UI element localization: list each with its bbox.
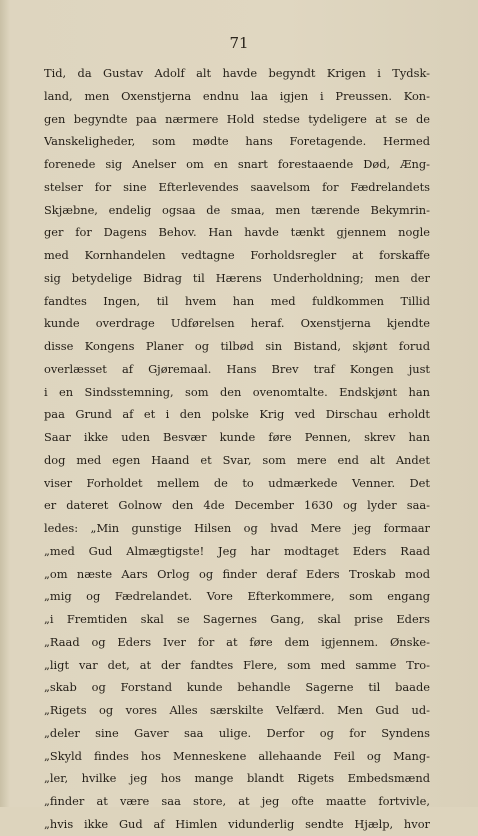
- text-line: Tid, da Gustav Adolf alt havde begyndt Krigen i Tydsk-: [44, 66, 430, 80]
- text-line: „hvis ikke Gud af Himlen vidunderlig sendte Hjælp, hvor: [44, 816, 430, 831]
- text-line: Saar ikke uden Besvær kunde føre Pennen, skrev han: [44, 430, 430, 444]
- text-line: Vanskeligheder, som mødte hans Foretagende. Hermed: [44, 134, 430, 149]
- text-line: ger for Dagens Behov. Han havde tænkt gjennem nogle: [44, 225, 430, 240]
- text-line: „skab og Forstand kunde behandle Sagerne til baade: [44, 680, 430, 695]
- text-line: i en Sindsstemning, som den ovenomtalte. Endskjønt han: [44, 384, 430, 399]
- text-line: „ler, hvilke jeg hos mange blandt Rigets Embedsmænd: [44, 771, 430, 786]
- text-line: gen begyndte paa nærmere Hold stedse tydeligere at se de: [44, 111, 430, 126]
- text-line: land, men Oxenstjerna endnu laa igjen i Preussen. Kon-: [44, 88, 430, 103]
- text-line: sig betydelige Bidrag til Hærens Underholdning; men der: [44, 270, 430, 285]
- text-line: stelser for sine Efterlevendes saavelsom for Fædrelandets: [44, 179, 430, 194]
- text-line: dog med egen Haand et Svar, som mere end alt Andet: [44, 452, 430, 467]
- page-number: 71: [229, 34, 249, 52]
- text-line: „med Gud Almægtigste! Jeg har modtaget Eders Raad: [44, 543, 430, 558]
- text-line: kunde overdrage Udførelsen heraf. Oxenstjerna kjendte: [44, 316, 430, 331]
- text-line: viser Forholdet mellem de to udmærkede Venner. Det: [44, 475, 430, 490]
- text-line: Skjæbne, endelig ogsaa de smaa, men tærende Bekymrin-: [44, 202, 430, 217]
- text-line: forenede sig Anelser om en snart forestaaende Død, Æng-: [44, 157, 430, 171]
- text-line: „Raad og Eders Iver for at føre dem igjennem. Ønske-: [44, 634, 430, 649]
- text-line: med Kornhandelen vedtagne Forholdsregler at forskaffe: [44, 248, 430, 262]
- text-line: paa Grund af et i den polske Krig ved Dirschau erholdt: [44, 407, 430, 422]
- text-line: er dateret Golnow den 4de December 1630 og lyder saa-: [44, 498, 430, 513]
- text-line: fandtes Ingen, til hvem han med fuldkommen Tillid: [44, 293, 430, 308]
- text-line: „ligt var det, at der fandtes Flere, som med samme Tro-: [44, 657, 430, 672]
- text-line: „Rigets og vores Alles særskilte Velfærd. Men Gud ud-: [44, 703, 430, 717]
- text-line: „Skyld findes hos Menneskene allehaande Feil og Mang-: [44, 748, 430, 763]
- text-line: disse Kongens Planer og tilbød sin Bistand, skjønt forud: [44, 339, 430, 353]
- text-line: ledes: „Min gunstige Hilsen og hvad Mere jeg formaar: [44, 521, 430, 535]
- text-line: overlæsset af Gjøremaal. Hans Brev traf Kongen just: [44, 361, 430, 376]
- text-line: „i Fremtiden skal se Sagernes Gang, skal prise Eders: [44, 612, 430, 626]
- text-line: „om næste Aars Orlog og finder deraf Eders Troskab mod: [44, 566, 430, 581]
- text-line: „mig og Fædrelandet. Vore Efterkommere, som engang: [44, 589, 430, 604]
- text-line: „finder at være saa store, at jeg ofte maatte fortvivle,: [44, 794, 430, 808]
- body-text: [44, 62, 430, 836]
- text-line: „deler sine Gaver saa ulige. Derfor og for Syndens: [44, 725, 430, 740]
